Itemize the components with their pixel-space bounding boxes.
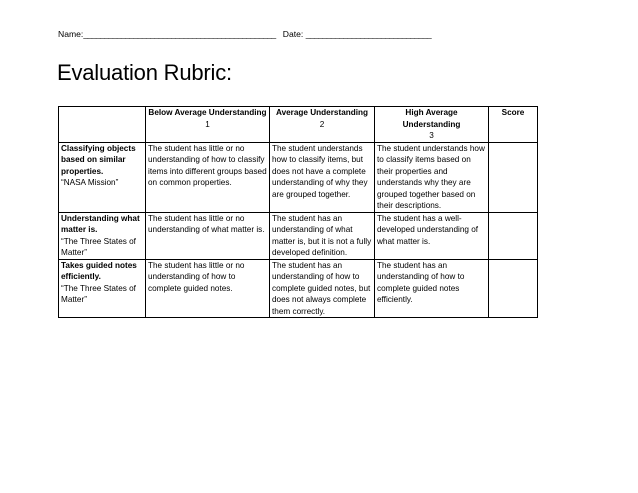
header-level: 3	[429, 131, 434, 140]
table-row	[59, 142, 538, 212]
high-average-cell: The student has a well-developed understanding of what matter is.	[375, 212, 489, 259]
header-average	[270, 107, 375, 143]
name-blank[interactable]: ______________________________________________	[83, 29, 276, 39]
date-blank[interactable]: ______________________________	[305, 29, 432, 39]
criterion-text: Understanding what matter is.	[61, 213, 140, 234]
header-level: 2	[319, 119, 325, 129]
criterion-source: “The Three States of Matter”	[61, 236, 136, 257]
criterion-source: “NASA Mission”	[61, 178, 119, 187]
header-label: Score	[501, 108, 525, 117]
average-cell: The student understands how to classify items, but does not have a complete understanding of why they are grouped together.	[270, 142, 375, 212]
header-score	[489, 107, 538, 143]
rubric-table	[58, 106, 538, 318]
header-below-average	[146, 107, 270, 143]
score-cell[interactable]	[489, 212, 538, 259]
header-label: High Average Understanding	[402, 108, 461, 129]
high-average-cell: The student understands how to classify items based on their properties and understands why they are grouped together based on their descriptions.	[375, 142, 489, 212]
date-label: Date:	[282, 29, 304, 39]
header-label: Average Understanding	[275, 108, 369, 117]
high-average-cell: The student has an understanding of how to complete guided notes efficiently.	[375, 259, 489, 318]
criterion-text: Classifying objects based on similar properties.	[61, 143, 136, 176]
average-cell: The student has an understanding of what matter is, but it is not a fully developed definition.	[270, 212, 375, 259]
header-criteria	[59, 107, 146, 143]
below-average-cell: The student has little or no understanding of what matter is.	[146, 212, 270, 259]
table-row	[59, 259, 538, 318]
criterion-text: Takes guided notes efficiently.	[61, 260, 137, 281]
criterion-cell	[59, 259, 146, 318]
header-level: 1	[205, 119, 210, 129]
name-date-line	[58, 29, 431, 39]
score-cell[interactable]	[489, 142, 538, 212]
criterion-cell	[59, 212, 146, 259]
table-row	[59, 212, 538, 259]
criterion-cell	[59, 142, 146, 212]
below-average-cell: The student has little or no understanding of how to complete guided notes.	[146, 259, 270, 318]
criterion-source: “The Three States of Matter”	[61, 283, 136, 304]
table-header-row	[59, 107, 538, 143]
page-title: Evaluation Rubric:	[57, 60, 232, 85]
header-label: Below Average Understanding	[148, 108, 267, 117]
header-high-average	[375, 107, 489, 143]
below-average-cell: The student has little or no understanding of how to classify items into different groups based on common properties.	[146, 142, 270, 212]
name-label: Name:	[58, 29, 84, 39]
score-cell[interactable]	[489, 259, 538, 318]
average-cell: The student has an understanding of how to complete guided notes, but does not always complete them correctly.	[270, 259, 375, 318]
